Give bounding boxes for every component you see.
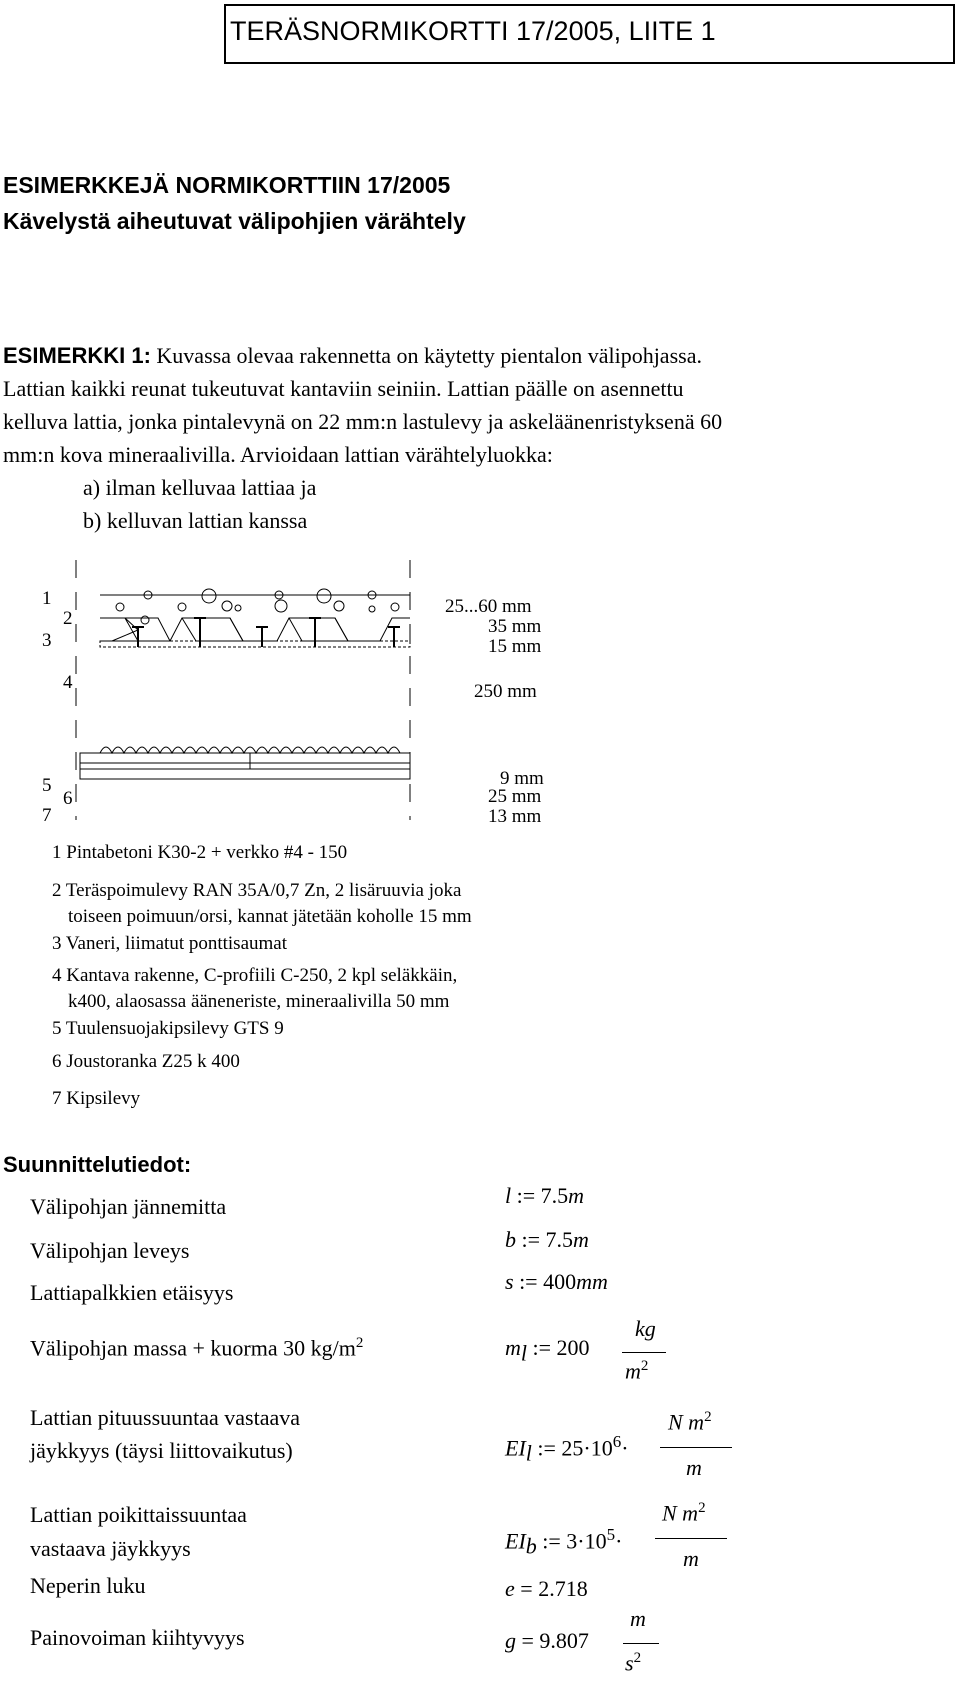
example-line-3: kelluva lattia, jonka pintalevynä on 22 mm:n lastulevy ja askeläänenristyksenä 60 (3, 409, 723, 434)
deck-screws (132, 618, 400, 647)
example-option-b: b) kelluvan lattian kanssa (83, 508, 308, 533)
figure-number-1: 1 (42, 588, 52, 609)
eq-gravity-den: $s^2$ (625, 1650, 642, 1676)
eq-stiff-l-fraction-line (660, 1447, 732, 1448)
figure-number-5: 5 (42, 775, 52, 796)
plywood-layer (100, 641, 410, 647)
resilient-channel (80, 763, 410, 769)
eq-neper: e = 2.718 (505, 1576, 588, 1601)
eq-stiff-l: $EI_l$ := $25\cdot 10^6\cdot$ (505, 1432, 629, 1466)
eq-stiff-b: $EI_b$ := $3\cdot 10^5\cdot$ (505, 1525, 623, 1559)
eq-spacing: s := 400mm (505, 1269, 608, 1294)
steel-deck (100, 618, 138, 641)
example-line-4: mm:n kova mineraalivilla. Arvioidaan lattian värähtelyluokka: (3, 442, 553, 467)
eq-mass-den: $m^2$ (625, 1358, 649, 1384)
eq-mass-fraction-line (622, 1352, 666, 1353)
dim-9: 9 mm (500, 768, 544, 789)
heading-line-2: Kävelystä aiheutuvat välipohjien värähtely (3, 208, 466, 234)
legend-item-4-cont: k400, alaosassa ääneneriste, mineraalivilla 50 mm (68, 991, 450, 1012)
param-neper-label: Neperin luku (30, 1573, 146, 1598)
gypsum-board (80, 769, 410, 779)
legend-item-2: 2 Teräspoimulevy RAN 35A/0,7 Zn, 2 lisäruuvia joka (52, 880, 462, 901)
eq-width: b := 7.5m (505, 1227, 589, 1252)
header-box (224, 4, 955, 64)
dim-35: 35 mm (488, 616, 542, 637)
insulation-layer (100, 747, 410, 753)
legend-item-6: 6 Joustoranka Z25 k 400 (52, 1051, 240, 1072)
figure-number-4: 4 (63, 672, 73, 693)
example-option-a: a) ilman kelluvaa lattiaa ja (83, 475, 317, 500)
heading-line-1: ESIMERKKEJÄ NORMIKORTTIIN 17/2005 (3, 172, 451, 198)
param-width-label: Välipohjan leveys (30, 1238, 190, 1263)
dim-15: 15 mm (488, 636, 542, 657)
legend-item-7: 7 Kipsilevy (52, 1088, 141, 1109)
eq-stiff-b-den: m (683, 1546, 699, 1571)
param-gravity-label: Painovoiman kiihtyvyys (30, 1625, 245, 1650)
param-stiff-b-label-2: vastaava jäykkyys (30, 1536, 191, 1561)
figure-number-2: 2 (63, 608, 73, 629)
param-span-label: Välipohjan jännemitta (30, 1194, 227, 1219)
eq-stiff-b-fraction-line (655, 1538, 727, 1539)
eq-stiff-l-num: N $m^2$ (668, 1409, 712, 1435)
figure-number-3: 3 (42, 630, 52, 651)
eq-stiff-b-num: N $m^2$ (662, 1500, 706, 1526)
dim-250: 250 mm (474, 681, 537, 702)
header-title: TERÄSNORMIKORTTI 17/2005, LIITE 1 (230, 16, 716, 46)
legend-item-2-cont: toiseen poimuun/orsi, kannat jätetään koholle 15 mm (68, 906, 472, 927)
legend-item-4: 4 Kantava rakenne, C-profiili C-250, 2 kpl seläkkäin, (52, 965, 458, 986)
figure-number-6: 6 (63, 788, 73, 809)
eq-stiff-l-den: m (686, 1455, 702, 1480)
example-paragraph (3, 339, 953, 537)
example-label: ESIMERKKI 1: (3, 343, 151, 368)
concrete-layer (100, 589, 410, 624)
legend-item-1: 1 Pintabetoni K30-2 + verkko #4 - 150 (52, 842, 348, 863)
dim-13: 13 mm (488, 806, 542, 827)
param-mass-label: Välipohjan massa + kuorma 30 $kg/m^2$ (30, 1335, 364, 1361)
dim-25-60: 25...60 mm (445, 596, 532, 617)
wind-gypsum-board (80, 753, 410, 763)
dim-25: 25 mm (488, 786, 542, 807)
legend-item-3: 3 Vaneri, liimatut ponttisaumat (52, 933, 288, 954)
param-stiff-l-label-1: Lattian pituussuuntaa vastaava (30, 1405, 301, 1430)
param-spacing-label: Lattiapalkkien etäisyys (30, 1280, 234, 1305)
design-title: Suunnittelutiedot: (3, 1152, 192, 1177)
eq-span: l := 7.5m (505, 1183, 585, 1208)
eq-gravity-num: m (630, 1606, 646, 1631)
eq-mass: $m_l$ := 200 (505, 1335, 590, 1366)
legend-item-5: 5 Tuulensuojakipsilevy GTS 9 (52, 1018, 284, 1039)
eq-gravity-fraction-line (623, 1643, 659, 1644)
figure-number-7: 7 (42, 805, 52, 826)
eq-gravity: g = 9.807 (505, 1628, 589, 1653)
param-stiff-b-label-1: Lattian poikittaissuuntaa (30, 1502, 247, 1527)
example-line-1: Kuvassa olevaa rakennetta on käytetty pientalon välipohjassa. (150, 343, 702, 368)
eq-mass-num: kg (635, 1316, 656, 1341)
example-line-2: Lattian kaikki reunat tukeutuvat kantaviin seiniin. Lattian päälle on asennettu (3, 376, 684, 401)
param-stiff-l-label-2: jäykkyys (täysi liittovaikutus) (30, 1438, 293, 1463)
